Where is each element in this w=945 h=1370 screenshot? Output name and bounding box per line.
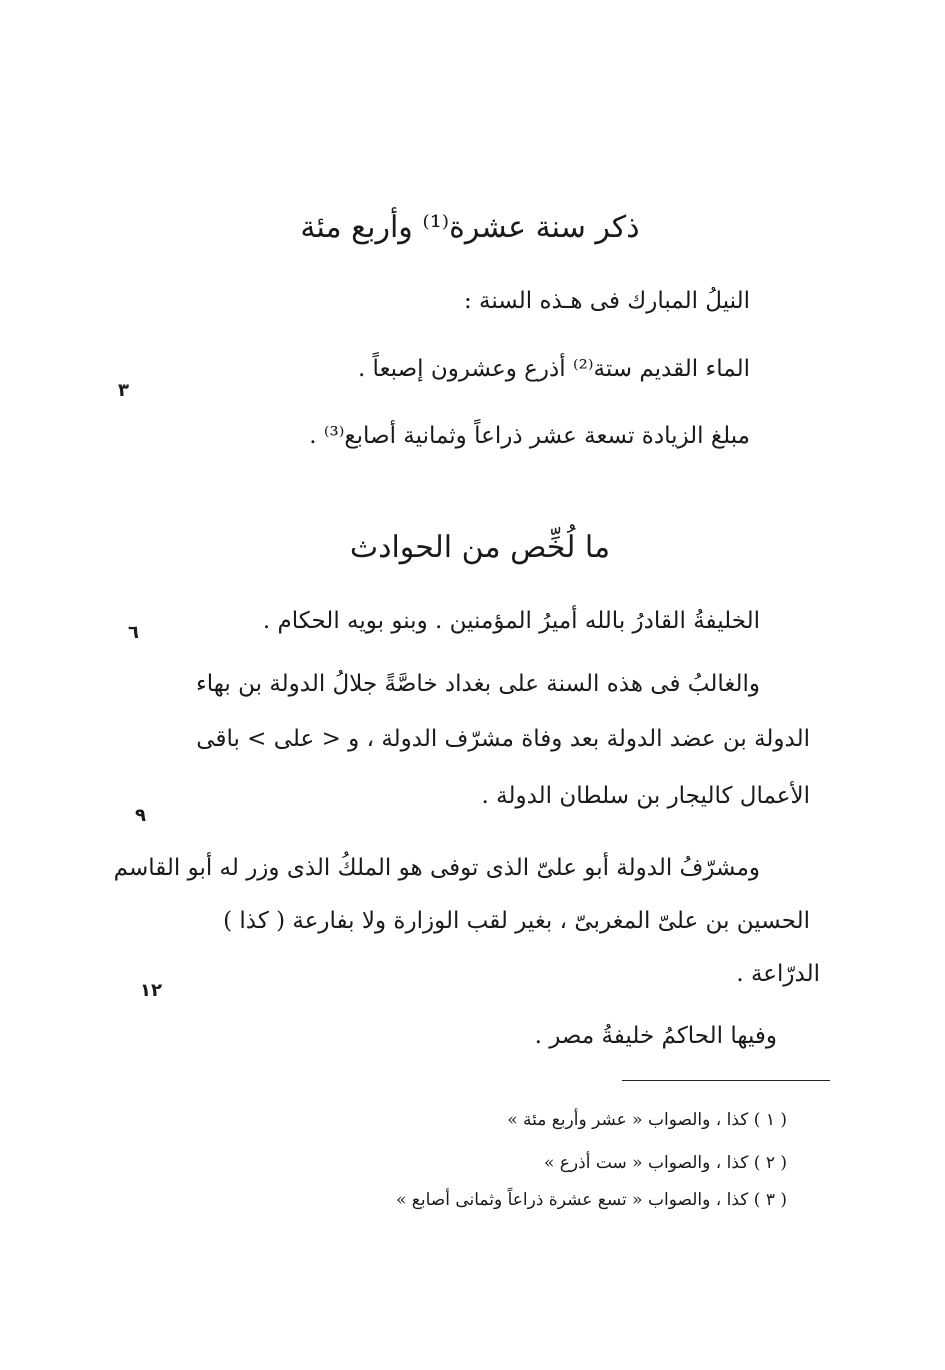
text-line: الدرّاعة . xyxy=(736,961,820,987)
text-line: النيلُ المبارك فى هـذه السنة : xyxy=(463,288,750,314)
text-line: والغالبُ فى هذه السنة على بغداد خاصَّةً جلالُ الدولة بن بهاء xyxy=(195,671,760,697)
section-heading-year: ذكر سنة عشرة⁽¹⁾ وأربع مئة xyxy=(300,210,640,245)
text-line: مبلغ الزيادة تسعة عشر ذراعاً وثمانية أصابع⁽³⁾ . xyxy=(309,423,750,449)
footnote: ( ١ ) كذا ، والصواب « عشر وأربع مئة » xyxy=(507,1110,787,1130)
margin-line-number: ٦ xyxy=(128,622,139,643)
text-line: الحسين بن علىّ المغربىّ ، بغير لقب الوزارة ولا بفارعة ( كذا ) xyxy=(223,908,810,934)
text-line: الدولة بن عضد الدولة بعد وفاة مشرّف الدولة ، و < على > باقى xyxy=(196,726,810,752)
margin-line-number: ٣ xyxy=(118,380,129,401)
text-line: الخليفةُ القادرُ بالله أميرُ المؤمنين . وبنو بويه الحكام . xyxy=(262,608,760,634)
margin-line-number: ٩ xyxy=(135,805,146,826)
text-line: وفيها الحاكمُ خليفةُ مصر . xyxy=(534,1023,777,1049)
footnote: ( ٢ ) كذا ، والصواب « ست أذرع » xyxy=(543,1153,787,1173)
text-line: الأعمال كاليجار بن سلطان الدولة . xyxy=(481,783,810,809)
text-line: الماء القديم ستة⁽²⁾ أذرع وعشرون إصبعاً . xyxy=(357,356,750,382)
footnote-divider xyxy=(622,1080,830,1081)
footnote: ( ٣ ) كذا ، والصواب « تسع عشرة ذراعاً وثمانى أصابع » xyxy=(396,1190,787,1210)
text-line: ومشرّفُ الدولة أبو علىّ الذى توفى هو الملكُ الذى وزر له أبو القاسم xyxy=(113,855,760,881)
section-heading-events: ما لُخِّص من الحوادث xyxy=(349,530,611,565)
margin-line-number: ١٢ xyxy=(140,980,162,1001)
